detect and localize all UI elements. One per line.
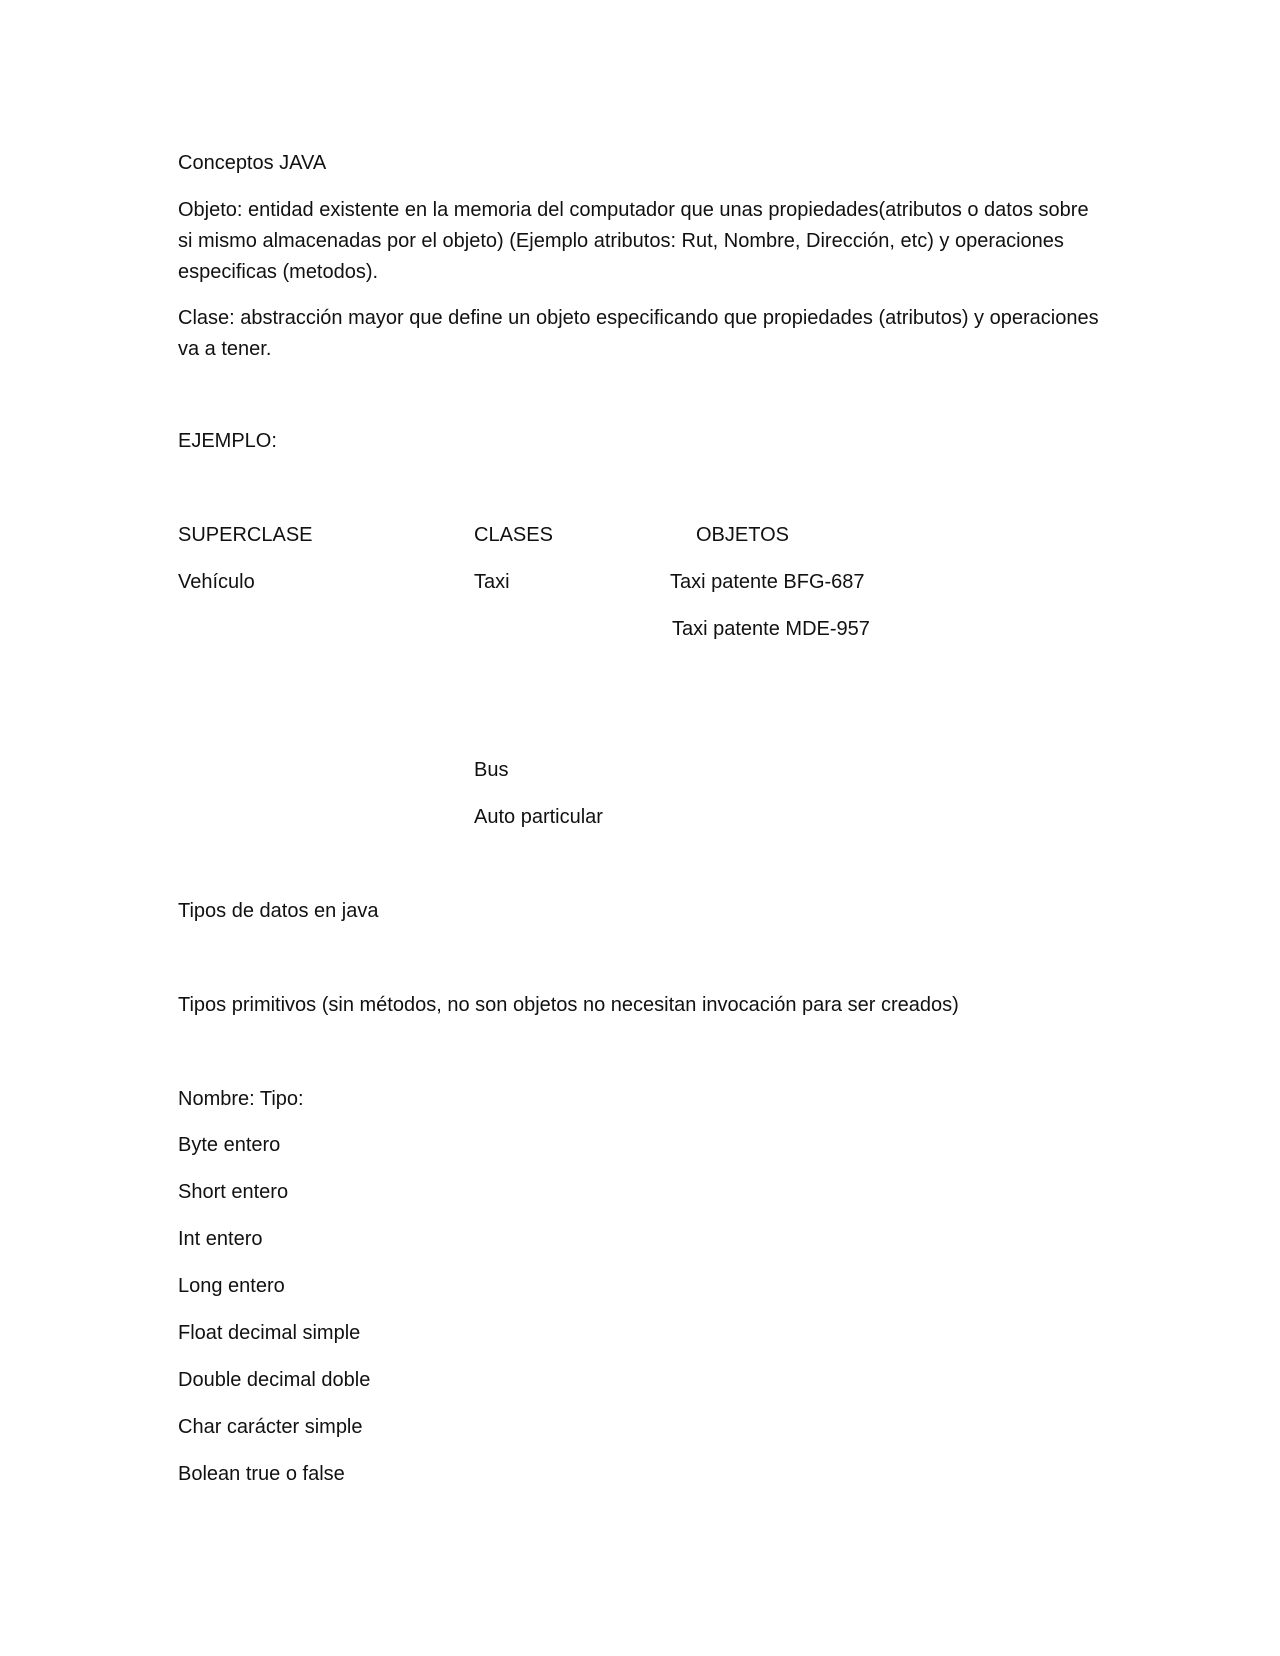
objeto-definition: Objeto: entidad existente en la memoria del computador que unas propiedades(atributos o datos sobre si mismo almacenadas por el objeto) (Ejemplo atributos: Rut, Nombre, Dirección, etc) y operaciones especificas (metodos). — [178, 199, 1089, 283]
type-item: Short entero — [178, 1181, 289, 1203]
class-auto-particular: Auto particular — [474, 806, 603, 828]
header-objetos: OBJETOS — [696, 524, 789, 546]
class-taxi: Taxi — [474, 571, 510, 593]
type-item: Int entero — [178, 1228, 263, 1250]
superclass-vehiculo: Vehículo — [178, 571, 255, 593]
clase-definition: Clase: abstracción mayor que define un objeto especificando que propiedades (atributos) y operaciones va a tener. — [178, 307, 1099, 360]
type-item: Bolean true o false — [178, 1463, 345, 1485]
type-item: Float decimal simple — [178, 1322, 361, 1344]
type-item: Long entero — [178, 1275, 285, 1297]
example-label: EJEMPLO: — [178, 430, 277, 452]
object-taxi-2: Taxi patente MDE-957 — [672, 618, 870, 640]
object-taxi-1: Taxi patente BFG-687 — [670, 571, 865, 593]
header-clases: CLASES — [474, 524, 553, 546]
data-types-heading: Tipos de datos en java — [178, 900, 379, 922]
types-list-header: Nombre: Tipo: — [178, 1088, 304, 1110]
header-superclase: SUPERCLASE — [178, 524, 313, 546]
class-bus: Bus — [474, 759, 509, 781]
type-item: Char carácter simple — [178, 1416, 363, 1438]
type-item: Double decimal doble — [178, 1369, 371, 1391]
primitive-types-heading: Tipos primitivos (sin métodos, no son objetos no necesitan invocación para ser creados) — [178, 994, 959, 1016]
type-item: Byte entero — [178, 1134, 281, 1156]
document-title: Conceptos JAVA — [178, 152, 327, 174]
